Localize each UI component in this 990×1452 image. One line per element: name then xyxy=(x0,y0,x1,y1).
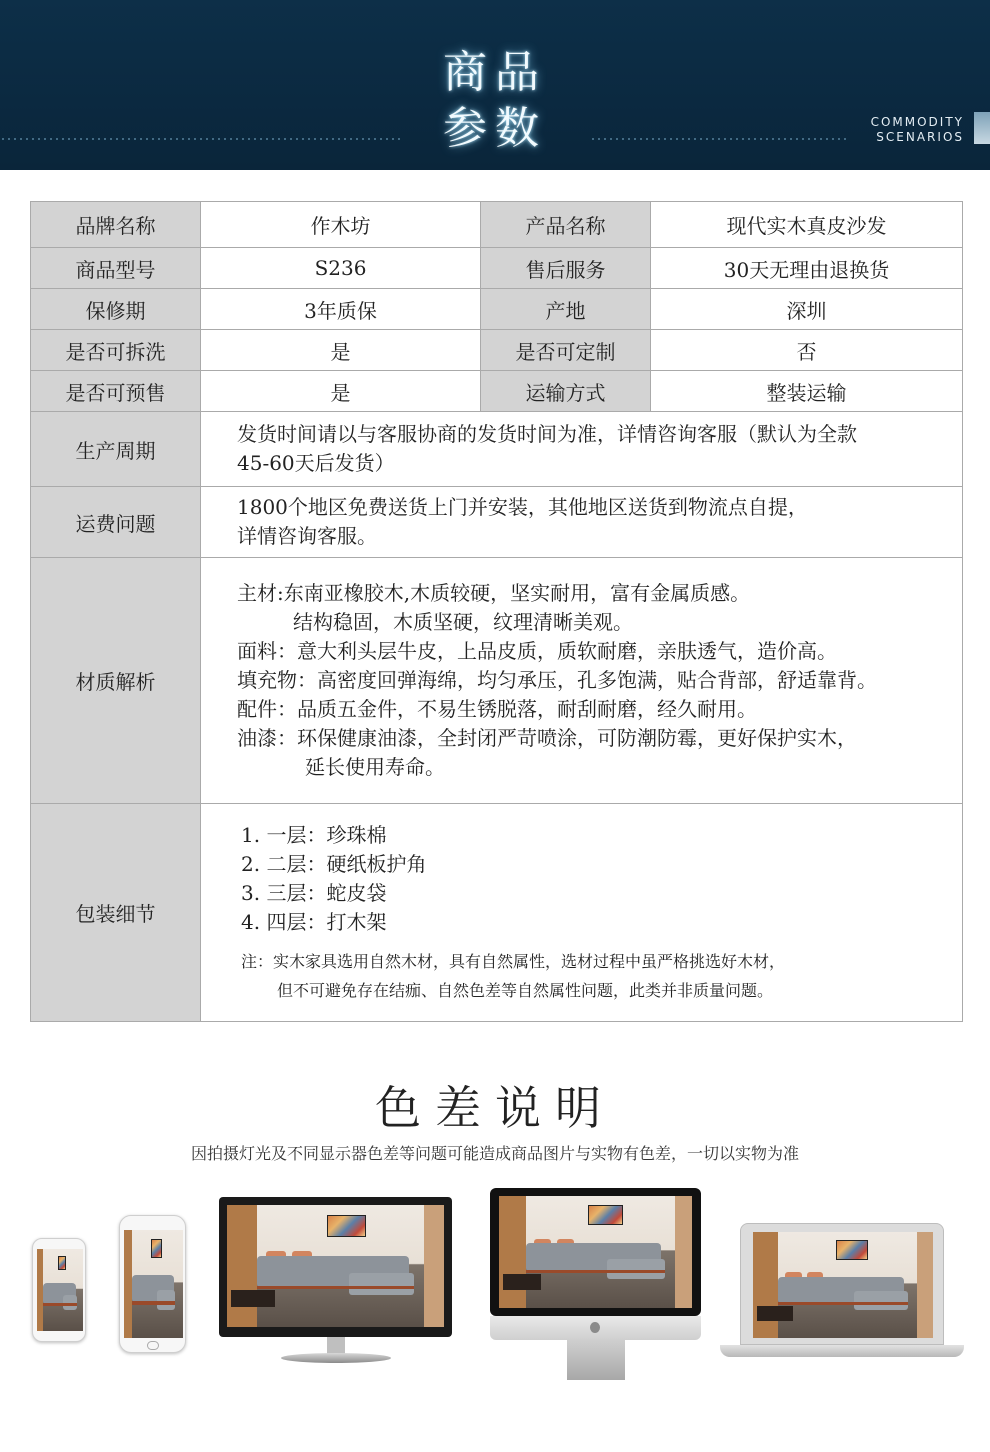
spec-label: 是否可拆洗 xyxy=(31,330,201,371)
material-line: 主材:东南亚橡胶木,木质较硬，坚实耐用，富有金属质感。 xyxy=(237,581,751,605)
spec-label: 包装细节 xyxy=(31,804,201,1022)
spec-label: 运输方式 xyxy=(481,371,651,412)
production-line: 45-60天后发货） xyxy=(237,451,395,475)
material-line: 配件：品质五金件，不易生锈脱落，耐刮耐磨，经久耐用。 xyxy=(237,697,757,721)
material-line: 面料：意大利头层牛皮，上品皮质，质软耐磨，亲肤透气，造价高。 xyxy=(237,639,837,663)
header-banner xyxy=(0,0,990,170)
spec-row-washable xyxy=(31,330,963,371)
spec-value: 是 xyxy=(201,371,481,412)
spec-label: 产品名称 xyxy=(481,202,651,248)
apple-logo-icon xyxy=(590,1322,600,1333)
phone-device-2 xyxy=(119,1215,186,1353)
spec-label: 是否可定制 xyxy=(481,330,651,371)
spec-row-model xyxy=(31,248,963,289)
spec-value: 30天无理由退换货 xyxy=(651,248,963,289)
production-text xyxy=(201,412,963,487)
spec-label: 是否可预售 xyxy=(31,371,201,412)
header-subtitle-line2: SCENARIOS xyxy=(876,130,964,144)
spec-label: 运费问题 xyxy=(31,487,201,558)
spec-value: 否 xyxy=(651,330,963,371)
header-title-line1: 商品 xyxy=(443,47,547,98)
header-edge-decoration xyxy=(974,112,990,144)
monitor-device xyxy=(219,1197,452,1379)
color-diff-subtitle: 因拍摄灯光及不同显示器色差等问题可能造成商品图片与实物有色差，一切以实物为准 xyxy=(190,1144,799,1163)
spec-value: 整装运输 xyxy=(651,371,963,412)
spec-value: 作木坊 xyxy=(201,202,481,248)
spec-table xyxy=(30,201,963,1022)
shipping-text xyxy=(201,487,963,558)
spec-value: 现代实木真皮沙发 xyxy=(651,202,963,248)
production-line: 发货时间请以与客服协商的发货时间为准，详情咨询客服（默认为全款 xyxy=(237,422,857,446)
shipping-line: 详情咨询客服。 xyxy=(237,524,377,548)
shipping-line: 1800个地区免费送货上门并安装，其他地区送货到物流点自提， xyxy=(237,495,808,519)
list-item: 1. 一层：珍珠棉 xyxy=(241,822,387,847)
spec-row-material xyxy=(31,558,963,804)
spec-value: 是 xyxy=(201,330,481,371)
list-item: 4. 四层：打木架 xyxy=(241,909,387,934)
header-subtitle-line1: COMMODITY xyxy=(870,115,964,129)
device-screen-image xyxy=(753,1232,933,1338)
laptop-device xyxy=(720,1223,964,1363)
imac-device xyxy=(490,1188,701,1390)
spec-label: 保修期 xyxy=(31,289,201,330)
spec-row-presale xyxy=(31,371,963,412)
spec-value: 3年质保 xyxy=(201,289,481,330)
spec-value: 深圳 xyxy=(651,289,963,330)
material-line: 填充物：高密度回弹海绵，均匀承压，孔多饱满，贴合背部，舒适靠背。 xyxy=(237,668,877,692)
spec-row-brand xyxy=(31,202,963,248)
device-screen-image xyxy=(227,1205,444,1327)
packaging-list xyxy=(237,821,942,937)
device-screen-image xyxy=(124,1230,183,1338)
spec-row-packaging xyxy=(31,804,963,1022)
material-text xyxy=(201,558,963,804)
note-line: 但不可避免存在结痂、自然色差等自然属性问题，此类并非质量问题。 xyxy=(277,980,774,1000)
spec-row-warranty xyxy=(31,289,963,330)
device-screen-image xyxy=(499,1196,692,1308)
list-item: 2. 二层：硬纸板护角 xyxy=(241,851,427,876)
list-item: 3. 三层：蛇皮袋 xyxy=(241,880,387,905)
spec-row-shipping xyxy=(31,487,963,558)
packaging-note xyxy=(237,947,942,1005)
material-line: 油漆：环保健康油漆，全封闭严苛喷涂，可防潮防霉，更好保护实木， xyxy=(237,726,857,750)
device-screen-image xyxy=(37,1249,83,1331)
spec-label: 材质解析 xyxy=(31,558,201,804)
spec-row-production xyxy=(31,412,963,487)
phone-device-1 xyxy=(32,1238,86,1342)
spec-label: 商品型号 xyxy=(31,248,201,289)
home-button-icon xyxy=(147,1341,159,1350)
color-diff-title: 色差说明 xyxy=(375,1081,615,1135)
spec-label: 品牌名称 xyxy=(31,202,201,248)
material-line: 延长使用寿命。 xyxy=(305,755,445,779)
packaging-text xyxy=(201,804,963,1022)
spec-label: 生产周期 xyxy=(31,412,201,487)
note-line: 注：实木家具选用自然木材，具有自然属性，选材过程中虽严格挑选好木材， xyxy=(241,951,786,971)
spec-value: S236 xyxy=(201,248,481,289)
header-title-line2: 参数 xyxy=(443,103,547,154)
material-line: 结构稳固，木质坚硬，纹理清晰美观。 xyxy=(293,610,633,634)
spec-label: 售后服务 xyxy=(481,248,651,289)
spec-label: 产地 xyxy=(481,289,651,330)
